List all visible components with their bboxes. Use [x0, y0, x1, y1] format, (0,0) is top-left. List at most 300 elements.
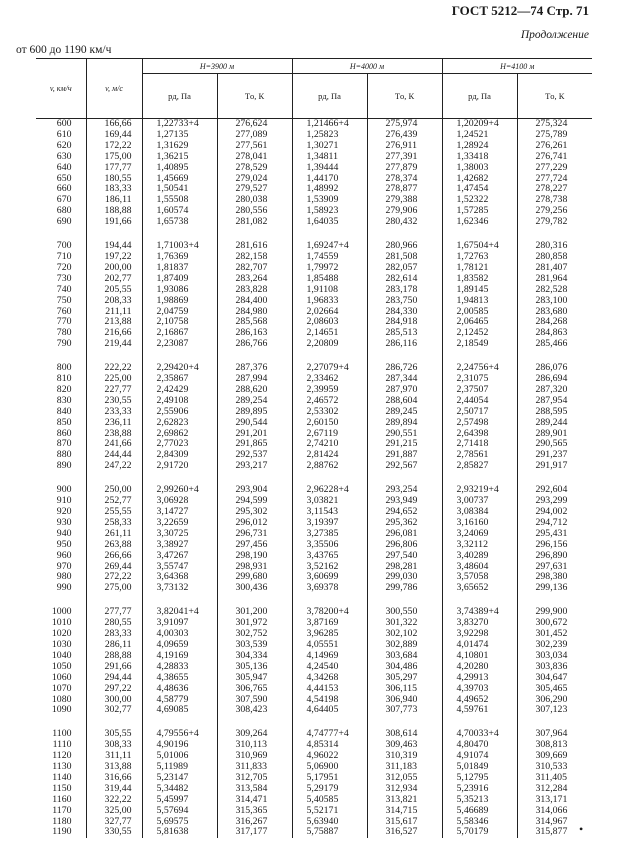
- cell-pressure-4000: 1,85488: [292, 274, 367, 285]
- cell-pressure-4000: 2,14651: [292, 328, 367, 339]
- cell-temp-4000: 279,388: [367, 195, 442, 206]
- cell-v-ms: 275,00: [86, 583, 142, 594]
- cell-pressure-4100: 2,31075: [442, 374, 517, 385]
- cell-pressure-4100: 5,01849: [442, 762, 517, 773]
- cell-pressure-3900: 2,91720: [142, 461, 217, 472]
- cell-v-ms: 236,11: [86, 418, 142, 429]
- cell-v-ms: 263,88: [86, 540, 142, 551]
- cell-pressure-4000: 3,19397: [292, 518, 367, 529]
- cell-temp-4100: 294,712: [517, 518, 592, 529]
- cell-pressure-3900: 2,84309: [142, 450, 217, 461]
- cell-temp-3900: 287,994: [217, 374, 292, 385]
- table-row: [36, 228, 592, 252]
- cell-temp-4000: 301,322: [367, 618, 442, 629]
- cell-temp-4000: 293,949: [367, 496, 442, 507]
- cell-pressure-4000: 1,53909: [292, 195, 367, 206]
- cell-temp-3900: 304,334: [217, 651, 292, 662]
- cell-v-ms: 313,88: [86, 762, 142, 773]
- cell-pressure-3900: 5,81638: [142, 827, 217, 838]
- cell-temp-4100: 313,171: [517, 795, 592, 806]
- cell-pressure-3900: 1,40895: [142, 163, 217, 174]
- cell-v-kmh: 800: [56, 362, 72, 374]
- table-row: [36, 583, 592, 594]
- cell-temp-3900: 314,471: [217, 795, 292, 806]
- cell-v-ms: 180,55: [86, 174, 142, 185]
- cell-v-ms: 330,55: [86, 827, 142, 838]
- cell-temp-3900: 281,082: [217, 217, 292, 228]
- cell-pressure-3900: 5,23147: [142, 773, 217, 784]
- cell-pressure-4000: 3,69378: [292, 583, 367, 594]
- cell-temp-4100: 283,680: [517, 307, 592, 318]
- cell-pressure-3900: 2,10758: [142, 317, 217, 328]
- table-row: [36, 418, 592, 429]
- cell-temp-4000: 292,567: [367, 461, 442, 472]
- cell-pressure-4000: 5,40585: [292, 795, 367, 806]
- cell-temp-4100: 283,100: [517, 296, 592, 307]
- cell-pressure-3900: 2,62823: [142, 418, 217, 429]
- cell-temp-4000: 276,911: [367, 141, 442, 152]
- cell-temp-4100: 294,002: [517, 507, 592, 518]
- cell-pressure-3900: 3,91097: [142, 618, 217, 629]
- cell-temp-4100: 287,320: [517, 385, 592, 396]
- cell-v-kmh: 1070: [51, 682, 72, 694]
- cell-pressure-4000: 1,96833: [292, 296, 367, 307]
- cell-temp-4100: 278,227: [517, 184, 592, 195]
- cell-v-kmh: 810: [56, 373, 72, 385]
- cell-temp-3900: 309,264: [217, 716, 292, 740]
- cell-pressure-4000: 2,53302: [292, 407, 367, 418]
- cell-v-ms: 222,22: [86, 350, 142, 374]
- cell-temp-3900: 303,539: [217, 640, 292, 651]
- cell-pressure-3900: 4,09659: [142, 640, 217, 651]
- cell-temp-3900: 289,254: [217, 396, 292, 407]
- cell-temp-3900: 308,423: [217, 705, 292, 716]
- cell-v-kmh: 1180: [52, 815, 72, 827]
- cell-temp-4000: 284,918: [367, 317, 442, 328]
- cell-pressure-4100: 3,40289: [442, 551, 517, 562]
- cell-temp-4100: 279,256: [517, 206, 592, 217]
- cell-temp-4000: 289,245: [367, 407, 442, 418]
- cell-temp-3900: 287,376: [217, 350, 292, 374]
- continuation-label: Продолжение: [520, 29, 589, 41]
- cell-pressure-3900: 4,00303: [142, 629, 217, 640]
- cell-temp-4000: 286,116: [367, 339, 442, 350]
- cell-v-kmh: 640: [56, 161, 72, 173]
- cell-temp-4100: 291,237: [517, 450, 592, 461]
- cell-pressure-4100: 2,00585: [442, 307, 517, 318]
- cell-v-ms: 258,33: [86, 518, 142, 529]
- cell-v-ms: 172,22: [86, 141, 142, 152]
- cell-pressure-3900: 1,36215: [142, 152, 217, 163]
- cell-temp-4000: 313,821: [367, 795, 442, 806]
- cell-temp-4000: 280,966: [367, 228, 442, 252]
- table-row: [36, 716, 592, 740]
- cell-pressure-3900: 3,82041+4: [142, 594, 217, 618]
- cell-temp-3900: 296,731: [217, 529, 292, 540]
- cell-pressure-3900: 3,47267: [142, 551, 217, 562]
- cell-pressure-3900: 3,30725: [142, 529, 217, 540]
- cell-pressure-3900: 2,04759: [142, 307, 217, 318]
- cell-v-kmh: 620: [56, 139, 72, 151]
- table-row: [36, 551, 592, 562]
- cell-v-kmh: 920: [56, 506, 72, 517]
- cell-temp-4100: 286,694: [517, 374, 592, 385]
- cell-pressure-4000: 2,74210: [292, 439, 367, 450]
- cell-pressure-4000: 1,69247+4: [292, 228, 367, 252]
- cell-temp-3900: 299,680: [217, 572, 292, 583]
- cell-temp-3900: 288,620: [217, 385, 292, 396]
- cell-temp-4100: 290,565: [517, 439, 592, 450]
- cell-temp-3900: 282,158: [217, 252, 292, 263]
- cell-temp-3900: 297,456: [217, 540, 292, 551]
- cell-temp-3900: 293,217: [217, 461, 292, 472]
- cell-temp-4100: 275,324: [517, 119, 592, 130]
- cell-pressure-4100: 2,44054: [442, 396, 517, 407]
- cell-temp-4100: 315,877: [517, 827, 592, 838]
- cell-temp-4000: 286,726: [367, 350, 442, 374]
- cell-pressure-3900: 3,38927: [142, 540, 217, 551]
- cell-temp-4100: 280,858: [517, 252, 592, 263]
- col-header-pressure: pд, Па: [442, 74, 517, 119]
- cell-pressure-3900: 5,11989: [142, 762, 217, 773]
- cell-pressure-3900: 4,79556+4: [142, 716, 217, 740]
- cell-v-ms: 177,77: [86, 163, 142, 174]
- cell-v-kmh: 990: [56, 582, 72, 594]
- cell-pressure-3900: 4,90196: [142, 740, 217, 751]
- cell-temp-4000: 312,934: [367, 784, 442, 795]
- cell-temp-4000: 300,550: [367, 594, 442, 618]
- cell-v-kmh: 820: [56, 383, 72, 395]
- table-row: [36, 217, 592, 228]
- cell-pressure-3900: 3,06928: [142, 496, 217, 507]
- cell-temp-4100: 281,407: [517, 263, 592, 274]
- cell-temp-4000: 315,617: [367, 817, 442, 828]
- cell-v-ms: 169,44: [86, 130, 142, 141]
- col-header-v-kmh: v, км/ч: [36, 59, 86, 119]
- cell-temp-3900: 298,190: [217, 551, 292, 562]
- cell-pressure-4100: 1,52322: [442, 195, 517, 206]
- cell-v-kmh: 950: [56, 538, 72, 550]
- cell-pressure-4000: 1,79972: [292, 263, 367, 274]
- cell-v-ms: 208,33: [86, 296, 142, 307]
- table-row: [36, 350, 592, 374]
- cell-v-kmh: 710: [56, 250, 72, 262]
- cell-temp-4000: 289,894: [367, 418, 442, 429]
- table-row: [36, 673, 592, 684]
- cell-pressure-4000: 3,35506: [292, 540, 367, 551]
- cell-pressure-3900: 4,48636: [142, 684, 217, 695]
- cell-pressure-3900: 1,22733+4: [142, 119, 217, 130]
- cell-temp-4000: 293,254: [367, 472, 442, 496]
- cell-pressure-4000: 1,39444: [292, 163, 367, 174]
- cell-pressure-4000: 5,52171: [292, 806, 367, 817]
- table-row: [36, 339, 592, 350]
- cell-pressure-3900: 2,42429: [142, 385, 217, 396]
- cell-v-kmh: 660: [56, 183, 72, 195]
- table-row: [36, 472, 592, 496]
- cell-temp-4100: 312,284: [517, 784, 592, 795]
- cell-v-ms: 305,55: [86, 716, 142, 740]
- cell-temp-4100: 277,229: [517, 163, 592, 174]
- cell-v-ms: 280,55: [86, 618, 142, 629]
- cell-v-ms: 269,44: [86, 562, 142, 573]
- cell-temp-4000: 308,614: [367, 716, 442, 740]
- cell-pressure-4100: 1,47454: [442, 184, 517, 195]
- cell-temp-4000: 277,391: [367, 152, 442, 163]
- cell-v-ms: 227,77: [86, 385, 142, 396]
- cell-pressure-4100: 4,20280: [442, 662, 517, 673]
- cell-v-ms: 219,44: [86, 339, 142, 350]
- cell-v-ms: 183,33: [86, 184, 142, 195]
- cell-v-ms: 194,44: [86, 228, 142, 252]
- cell-v-ms: 225,00: [86, 374, 142, 385]
- cell-pressure-3900: 5,45997: [142, 795, 217, 806]
- cell-temp-4000: 310,319: [367, 751, 442, 762]
- cell-v-ms: 255,55: [86, 507, 142, 518]
- cell-temp-4000: 311,183: [367, 762, 442, 773]
- cell-temp-3900: 276,624: [217, 119, 292, 130]
- cell-pressure-4100: 3,92298: [442, 629, 517, 640]
- cell-pressure-4100: 5,46689: [442, 806, 517, 817]
- cell-pressure-4000: 1,21466+4: [292, 119, 367, 130]
- cell-v-ms: 230,55: [86, 396, 142, 407]
- cell-v-kmh: 970: [56, 560, 72, 572]
- cell-v-kmh: 860: [56, 427, 72, 439]
- cell-pressure-4000: 1,34811: [292, 152, 367, 163]
- cell-pressure-3900: 3,14727: [142, 507, 217, 518]
- cell-pressure-4000: 4,96022: [292, 751, 367, 762]
- cell-temp-4000: 294,652: [367, 507, 442, 518]
- cell-temp-3900: 278,529: [217, 163, 292, 174]
- cell-temp-3900: 302,752: [217, 629, 292, 640]
- cell-temp-4100: 299,136: [517, 583, 592, 594]
- cell-v-kmh: 1170: [52, 804, 72, 816]
- cell-pressure-4000: 3,87169: [292, 618, 367, 629]
- cell-temp-4100: 275,789: [517, 130, 592, 141]
- cell-pressure-4000: 1,44170: [292, 174, 367, 185]
- cell-v-kmh: 1060: [51, 671, 72, 683]
- cell-v-kmh: 900: [56, 484, 72, 496]
- cell-pressure-4100: 5,58346: [442, 817, 517, 828]
- cell-pressure-4000: 4,54198: [292, 695, 367, 706]
- cell-temp-3900: 315,365: [217, 806, 292, 817]
- cell-v-kmh: 870: [56, 438, 72, 450]
- cell-temp-4100: 307,964: [517, 716, 592, 740]
- cell-v-kmh: 600: [56, 118, 72, 129]
- cell-temp-3900: 278,041: [217, 152, 292, 163]
- cell-temp-3900: 296,012: [217, 518, 292, 529]
- cell-temp-3900: 277,089: [217, 130, 292, 141]
- cell-temp-4100: 302,239: [517, 640, 592, 651]
- cell-v-kmh: 980: [56, 571, 72, 583]
- cell-pressure-3900: 2,29420+4: [142, 350, 217, 374]
- cell-temp-4000: 291,887: [367, 450, 442, 461]
- cell-temp-4100: 278,738: [517, 195, 592, 206]
- cell-pressure-4100: 1,67504+4: [442, 228, 517, 252]
- cell-pressure-4000: 2,96228+4: [292, 472, 367, 496]
- cell-temp-3900: 282,707: [217, 263, 292, 274]
- cell-temp-4000: 278,877: [367, 184, 442, 195]
- cell-pressure-4100: 1,33418: [442, 152, 517, 163]
- cell-temp-4100: 286,076: [517, 350, 592, 374]
- cell-temp-4100: 292,604: [517, 472, 592, 496]
- cell-pressure-4100: 2,24756+4: [442, 350, 517, 374]
- cell-temp-4100: 296,156: [517, 540, 592, 551]
- table-row: [36, 152, 592, 163]
- cell-pressure-3900: 5,34482: [142, 784, 217, 795]
- cell-v-kmh: 1190: [52, 826, 72, 838]
- cell-temp-4100: 304,647: [517, 673, 592, 684]
- cell-pressure-3900: 1,76369: [142, 252, 217, 263]
- cell-v-kmh: 790: [56, 338, 72, 350]
- altitude-header-2: H=4000 м: [292, 59, 442, 74]
- cell-pressure-3900: 4,58779: [142, 695, 217, 706]
- col-header-temperature: Tо, К: [217, 74, 292, 119]
- cell-temp-4100: 281,964: [517, 274, 592, 285]
- cell-pressure-4000: 1,91108: [292, 285, 367, 296]
- cell-pressure-4100: 1,62346: [442, 217, 517, 228]
- cell-v-kmh: 1080: [51, 693, 72, 705]
- cell-pressure-4100: 4,29913: [442, 673, 517, 684]
- cell-pressure-4100: 3,16160: [442, 518, 517, 529]
- cell-pressure-4000: 4,14969: [292, 651, 367, 662]
- cell-pressure-4000: 2,27079+4: [292, 350, 367, 374]
- cell-temp-4100: 299,900: [517, 594, 592, 618]
- cell-v-kmh: 1100: [52, 728, 72, 740]
- cell-pressure-3900: 4,28833: [142, 662, 217, 673]
- cell-v-ms: 283,33: [86, 629, 142, 640]
- cell-pressure-4000: 4,34268: [292, 673, 367, 684]
- cell-temp-3900: 310,113: [217, 740, 292, 751]
- cell-v-ms: 213,88: [86, 317, 142, 328]
- page-header: ГОСТ 5212—74 Стр. 71: [451, 3, 589, 18]
- cell-pressure-4100: 1,72763: [442, 252, 517, 263]
- table-row: [36, 705, 592, 716]
- cell-v-ms: 266,66: [86, 551, 142, 562]
- cell-pressure-3900: 1,60574: [142, 206, 217, 217]
- altitude-header-3: H=4100 м: [442, 59, 592, 74]
- cell-pressure-4100: 5,35213: [442, 795, 517, 806]
- cell-temp-4000: 282,614: [367, 274, 442, 285]
- cell-pressure-4100: 1,42682: [442, 174, 517, 185]
- table-row: [36, 594, 592, 618]
- cell-v-kmh: 930: [56, 516, 72, 528]
- cell-pressure-4100: 2,64398: [442, 429, 517, 440]
- cell-temp-3900: 280,038: [217, 195, 292, 206]
- cell-pressure-4000: 2,02664: [292, 307, 367, 318]
- table-row: [36, 806, 592, 817]
- cell-pressure-4100: 1,83582: [442, 274, 517, 285]
- cell-v-ms: 272,22: [86, 572, 142, 583]
- table-row: [36, 461, 592, 472]
- cell-temp-4100: 276,261: [517, 141, 592, 152]
- cell-pressure-4000: 3,03821: [292, 496, 367, 507]
- cell-temp-4100: 305,465: [517, 684, 592, 695]
- cell-temp-4000: 291,215: [367, 439, 442, 450]
- cell-temp-3900: 298,931: [217, 562, 292, 573]
- cell-pressure-4100: 3,08384: [442, 507, 517, 518]
- cell-pressure-4100: 3,57058: [442, 572, 517, 583]
- cell-pressure-4100: 2,57498: [442, 418, 517, 429]
- cell-temp-4000: 287,970: [367, 385, 442, 396]
- cell-temp-4100: 293,299: [517, 496, 592, 507]
- cell-pressure-4000: 2,88762: [292, 461, 367, 472]
- altitude-header-1: H=3900 м: [142, 59, 292, 74]
- cell-v-kmh: 1030: [51, 638, 72, 650]
- footer-mark: •: [579, 822, 584, 836]
- cell-temp-3900: 311,833: [217, 762, 292, 773]
- cell-v-kmh: 880: [56, 449, 72, 461]
- cell-temp-4100: 287,954: [517, 396, 592, 407]
- cell-temp-3900: 293,904: [217, 472, 292, 496]
- cell-v-kmh: 1160: [52, 793, 72, 805]
- cell-v-kmh: 610: [56, 128, 72, 140]
- cell-pressure-4100: 4,49652: [442, 695, 517, 706]
- cell-pressure-3900: 5,01006: [142, 751, 217, 762]
- table-row: [36, 827, 592, 838]
- cell-temp-4000: 278,374: [367, 174, 442, 185]
- cell-pressure-4100: 3,00737: [442, 496, 517, 507]
- cell-pressure-4000: 2,60150: [292, 418, 367, 429]
- cell-pressure-4000: 2,33462: [292, 374, 367, 385]
- cell-v-ms: 277,77: [86, 594, 142, 618]
- cell-v-kmh: 1040: [51, 649, 72, 661]
- cell-temp-3900: 295,302: [217, 507, 292, 518]
- cell-temp-4000: 280,432: [367, 217, 442, 228]
- cell-temp-4100: 277,724: [517, 174, 592, 185]
- cell-pressure-3900: 2,23087: [142, 339, 217, 350]
- cell-temp-3900: 289,895: [217, 407, 292, 418]
- cell-pressure-4100: 1,89145: [442, 285, 517, 296]
- cell-pressure-4100: 1,28924: [442, 141, 517, 152]
- cell-temp-4000: 275,974: [367, 119, 442, 130]
- cell-temp-4100: 307,123: [517, 705, 592, 716]
- cell-temp-4100: 289,901: [517, 429, 592, 440]
- cell-v-ms: 241,66: [86, 439, 142, 450]
- cell-temp-4000: 309,463: [367, 740, 442, 751]
- cell-temp-4000: 305,297: [367, 673, 442, 684]
- cell-temp-4000: 303,684: [367, 651, 442, 662]
- cell-temp-3900: 292,537: [217, 450, 292, 461]
- cell-pressure-4100: 2,06465: [442, 317, 517, 328]
- cell-v-kmh: 1090: [51, 704, 72, 716]
- table-row: [36, 285, 592, 296]
- cell-pressure-4000: 4,05551: [292, 640, 367, 651]
- cell-temp-3900: 317,177: [217, 827, 292, 838]
- cell-pressure-4000: 1,25823: [292, 130, 367, 141]
- cell-pressure-4100: 1,38003: [442, 163, 517, 174]
- cell-v-ms: 186,11: [86, 195, 142, 206]
- cell-pressure-3900: 4,38655: [142, 673, 217, 684]
- cell-v-kmh: 1140: [52, 771, 72, 783]
- cell-v-kmh: 840: [56, 405, 72, 417]
- cell-pressure-3900: 2,99260+4: [142, 472, 217, 496]
- cell-temp-3900: 290,544: [217, 418, 292, 429]
- cell-temp-3900: 307,590: [217, 695, 292, 706]
- cell-temp-4100: 314,967: [517, 817, 592, 828]
- cell-pressure-3900: 1,55508: [142, 195, 217, 206]
- cell-temp-4100: 284,863: [517, 328, 592, 339]
- cell-pressure-3900: 1,93086: [142, 285, 217, 296]
- table-row: [36, 296, 592, 307]
- cell-temp-4100: 310,533: [517, 762, 592, 773]
- cell-v-ms: 166,66: [86, 119, 142, 130]
- cell-temp-3900: 286,163: [217, 328, 292, 339]
- cell-temp-3900: 281,616: [217, 228, 292, 252]
- cell-pressure-4100: 1,57285: [442, 206, 517, 217]
- cell-pressure-3900: 4,69085: [142, 705, 217, 716]
- col-header-v-ms: v, м/с: [86, 59, 142, 119]
